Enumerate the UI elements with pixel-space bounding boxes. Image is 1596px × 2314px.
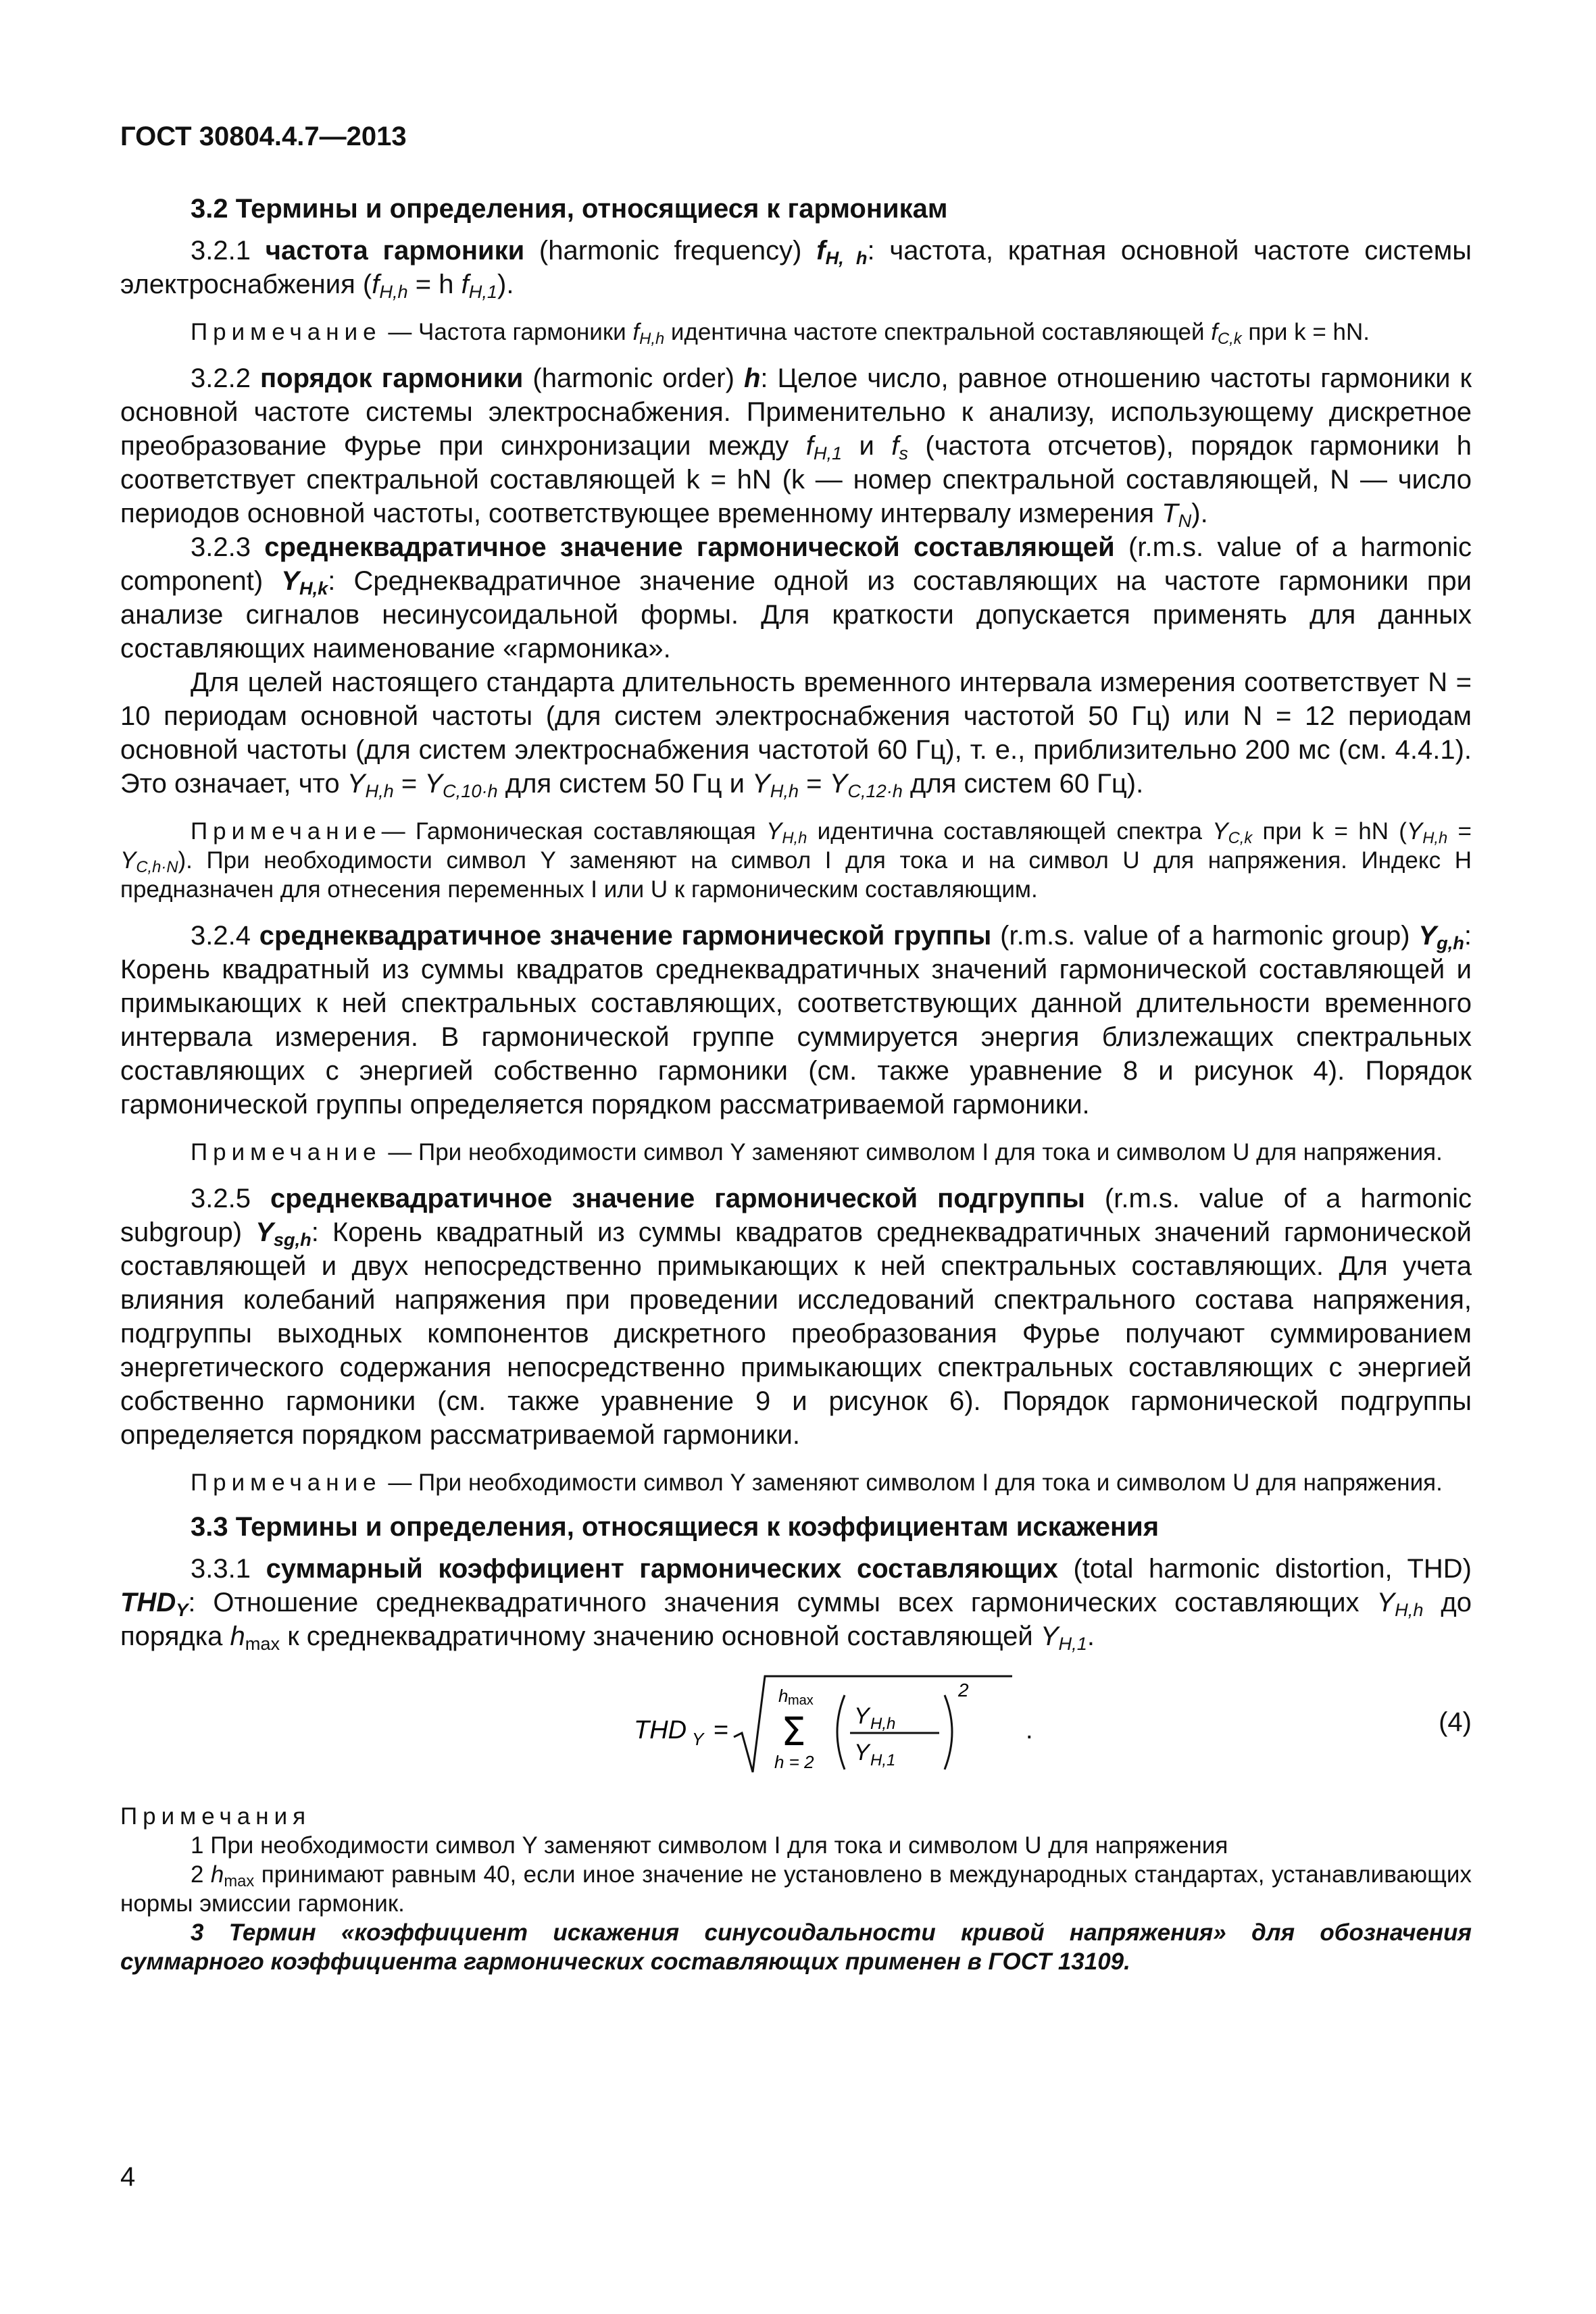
term-3-2-3: 3.2.3 среднеквадратичное значение гармонической составляющей (r.m.s. value of a harmonic component) $Y_{H,k}$: Среднеквадратичное значение одной из составляющих на частоте гармоники при анализе сигналов несинусоидальной формы. Для краткости допускается применять для данных составляющих наименование «гармоника». (120, 532, 1472, 663)
document-id: ГОСТ 30804.4.7—2013 (120, 122, 407, 151)
sum-upper-limit-sub: max (788, 1693, 814, 1708)
summation-sign: Σ (781, 1709, 806, 1755)
term-3-2-4: 3.2.4 среднеквадратичное значение гармонической группы (r.m.s. value of a harmonic group) $Y_{g,h}$: Корень квадратный из суммы квадратов среднеквадратичных значений гармонической составляющей и примыкающих к ней спектральных составляющих, соответствующих данной длительности временного интервала измерения. В гармонической группе суммируется энергия близлежащих спектральных составляющих с энергией собственно гармоники (см. также уравнение 8 и рисунок 4). Порядок гармонической группы определяется порядком рассматриваемой гармоники. (120, 921, 1472, 1120)
note-item-2: 2 $h_{max}$ принимают равным 40, если иное значение не установлено в международных стандартах, устанавливающих нормы эмиссии гармоник. (120, 1861, 1472, 1917)
note-item-3: 3 Термин «коэффициент искажения синусоидальности кривой напряжения» для обозначения суммарного коэффициента гармонических составляющих применен в ГОСТ 13109. (120, 1919, 1472, 1975)
formula-period: . (1026, 1716, 1033, 1744)
note-item-1: 1 При необходимости символ Y заменяют символом I для тока и символом U для напряжения (191, 1832, 1228, 1859)
note-3-2-1: Примечание — Частота гармоники $f_{H,h}$ идентична частоте спектральной составляющей $f_{C,k}$ при k = hN. (191, 319, 1370, 348)
document-page (120, 122, 1472, 1976)
fraction-denominator-sub: H,1 (870, 1751, 896, 1769)
term-3-3-1: 3.3.1 суммарный коэффициент гармонических составляющих (total harmonic distortion, THD) $THD_Y$: Отношение среднеквадратичного значения суммы всех гармонических составляющих $Y_{H,h}$ до порядка $h_{max}$ к среднеквадратичному значению основной составляющей $Y_{H,1}$. (120, 1554, 1472, 1654)
fraction-denominator: Y (854, 1740, 870, 1765)
fraction-numerator-sub: H,h (870, 1715, 896, 1733)
sum-lower-limit: h = 2 (774, 1752, 814, 1772)
note-3-2-3: Примечание— Гармоническая составляющая $Y_{H,h}$ идентична составляющей спектра $Y_{C,k}$ при k = hN $(Y_{H,h} = Y_{C,h\cdot N})$. При необходимости символ Y заменяют на символ I для тока и на символ U для напряжения. Индекс H предназначен для отнесения переменных I или U к гармоническим составляющим. (120, 818, 1472, 903)
formula-4 (120, 1669, 1472, 1784)
right-parenthesis (945, 1695, 952, 1769)
thd-formula (634, 1669, 1053, 1784)
left-parenthesis (837, 1695, 845, 1769)
term-3-2-1: 3.2.1 частота гармоники (harmonic frequency) $f_{H, h}$: частота, кратная основной частоте системы электроснабжения ($f_{H,h} = h$ $f_{H,1}$). (120, 236, 1472, 302)
page-number: 4 (120, 2162, 136, 2192)
section-3-3-heading: 3.3 Термины и определения, относящиеся к коэффициентам искажения (191, 1512, 1159, 1542)
paragraph-measurement-interval: Для целей настоящего стандарта длительность временного интервала измерения соответствует N = 10 периодам основной частоты (для систем электроснабжения частотой 50 Гц) или N = 12 периодам основной частоты (для систем электроснабжения частотой 60 Гц), т. е., приблизительно 200 мс (см. 4.4.1). Это означает, что $Y_{H,h} = Y_{C,10\cdot h}$ для систем 50 Гц и $Y_{H,h} = Y_{C,12\cdot h}$ для систем 60 Гц). (120, 668, 1472, 801)
section-3-2-heading: 3.2 Термины и определения, относящиеся к гармоникам (191, 194, 948, 224)
term-3-2-2: 3.2.2 порядок гармоники (harmonic order) h: Целое число, равное отношению частоты гармоники к основной частоте системы электроснабжения. Применительно к анализу, использующему дискретное преобразование Фурье при синхронизации между $f_{H,1}$ и $f_s$ (частота отсчетов), порядок гармоники h соответствует спектральной составляющей k = hN (k — номер спектральной составляющей, N — число периодов основной частоты, соответствующее временному интервалу измерения $T_N$). (120, 363, 1472, 531)
note-3-2-4: Примечание — При необходимости символ Y заменяют символом I для тока и символом U для напряжения. (191, 1139, 1443, 1165)
exponent: 2 (958, 1680, 969, 1701)
sum-upper-limit: h (778, 1686, 789, 1706)
term-3-2-5: 3.2.5 среднеквадратичное значение гармонической подгруппы (r.m.s. value of a harmonic subgroup) $Y_{sg,h}$: Корень квадратный из суммы квадратов среднеквадратичных значений гармонической составляющей и двух непосредственно примыкающих к ней спектральных составляющих. Для учета влияния колебаний напряжения при проведении исследований спектрального состава напряжения, подгруппы выходных компонентов дискретного преобразования Фурье получают суммированием энергетического содержания непосредственно примыкающих спектральных составляющих с энергией собственно гармоники (см. также уравнение 9 и рисунок 6). Порядок гармонической подгруппы определяется порядком рассматриваемой гармоники. (120, 1184, 1472, 1450)
fraction-numerator: Y (854, 1703, 870, 1729)
note-3-2-5: Примечание — При необходимости символ Y заменяют символом I для тока и символом U для напряжения. (191, 1469, 1443, 1496)
notes-block (120, 1802, 1472, 1976)
notes-title: Примечания (120, 1803, 311, 1830)
formula-lhs-sub: Y (692, 1729, 704, 1749)
equation-number: (4) (1439, 1707, 1472, 1737)
formula-equals: = (714, 1716, 729, 1744)
formula-lhs: THD (634, 1716, 687, 1744)
